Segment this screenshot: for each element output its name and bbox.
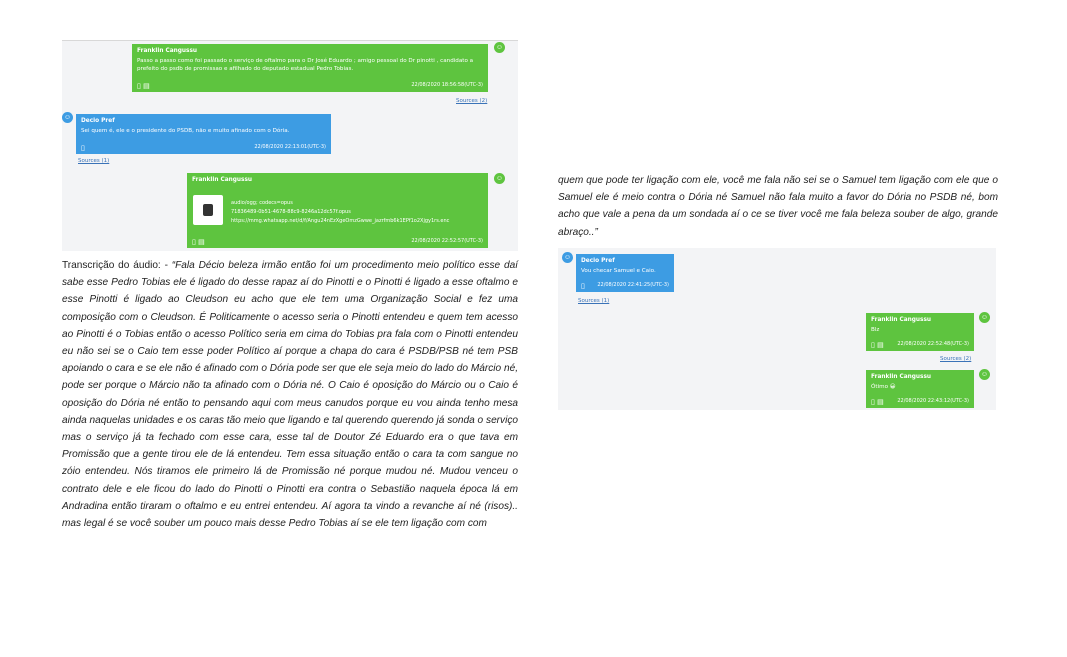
message-bubble-decio-2	[576, 254, 674, 292]
message-text: Vou checar Samuel e Caio.	[581, 268, 656, 274]
audio-mime: audio/ogg; codecs=opus	[231, 200, 293, 206]
person-icon: ☺	[563, 254, 572, 261]
transcript-label: Transcrição do áudio: -	[62, 260, 172, 271]
message-timestamp: 22/08/2020 22:52:57(UTC-3)	[411, 238, 483, 244]
sender-name: Franklin Cangussu	[192, 177, 253, 183]
message-timestamp: 22/08/2020 22:43:12(UTC-3)	[897, 398, 969, 404]
sender-name: Decio Pref	[81, 118, 115, 124]
person-icon: ☺	[495, 44, 504, 51]
attachment-icon: ▤	[877, 341, 884, 349]
message-bubble-franklin-2	[866, 313, 974, 351]
footer-icons	[871, 341, 884, 349]
phone-icon: ▯	[137, 82, 141, 90]
footer-icons	[581, 282, 585, 290]
sender-name: Franklin Cangussu	[871, 374, 932, 380]
message-text: Ótimo 😀	[871, 384, 896, 390]
message-bubble-franklin-1	[132, 44, 488, 92]
transcript-continuation: quem que pode ter ligação com ele, você me fala não sei se o Samuel tem ligação com ele que o Samuel ele é meio contra o Dória né Samuel não fala muito a favor do Dória no PSDB né, bom acho que vale a pena da um sondada aí o ce se tiver você me fala beleza souber de algo, grande abraço..”	[558, 175, 998, 238]
sources-link-4[interactable]: Sources (2)	[940, 356, 972, 362]
person-icon: ☺	[980, 371, 989, 378]
phone-icon: ▯	[192, 238, 196, 246]
sources-link-2[interactable]: Sources (1)	[78, 158, 110, 164]
message-text: Passo a passo como foi passado o serviço de oftalmo para o Dr José Eduardo ; amigo pessoal do Dr pinotti , candidato a prefeito do psdb de promissao e afilhado do deputado estadual Pedro Tobias.	[137, 58, 474, 72]
attachment-icon: ▤	[877, 398, 884, 406]
person-icon: ☺	[63, 114, 72, 121]
phone-icon: ▯	[581, 282, 585, 290]
message-timestamp: 22/08/2020 22:13:01(UTC-3)	[254, 144, 326, 150]
person-icon: ☺	[980, 314, 989, 321]
sources-link-3[interactable]: Sources (1)	[578, 298, 610, 304]
audio-transcript	[62, 257, 518, 532]
message-timestamp: 22/08/2020 18:56:58(UTC-3)	[411, 82, 483, 88]
footer-icons	[192, 238, 205, 246]
transcript-body: “Fala Décio beleza irmão então foi um procedimento meio político esse daí sabe esse Pedro Tobias ele é ligado do desse rapaz aí do Pinotti e o Pinotti é ligado a esse oftalmo e esse Pinotti é ligado ao Cleudson eu acho que ele tem uma Organização Social e fez uma composição com o Cleudson. É Politicamente o acesso seria o Pinotti entendeu e quem tem acesso ao Pinotti é o Tobias então o acesso Político seria em cima do Tobias pra fala com o Pinotti entendeu eu não sei se o Caio tem esse poder Político aí porque a chapa do cara é PSDB/PSB né tem PSB apoiando o cara e se ele não é afinado com o Dória pode ser que ele seja meio do lado do Márcio né, pode ser porque o Márcio não ta afinado com o Dória né. O Caio é oposição do Márcio ou o Caio é oposição do Dória né então to pensando aqui com meus canudos porque eu vou ainda tenho mesa ainda naquelas unidades e os caras tão meio que ligando e tal querendo querendo já sonda o serviço mas o serviço já ta fechado com esse cara, esse tal de Doutor Zé Eduardo era o que tava em Promissão que a gente tirou ele de lá entendeu. Tem essa situação então o cara ta com sangue no zóio entendeu. Nós tiramos ele primeiro lá de Promissão né porque mudou né. Mudou venceu o contrato dele e ele ficou do lado do Pinotti o Pinotti era contra o Sebastião naquela época lá em Andradina então tiraram o oftalmo e eu entrei entendeu. Aí agora ta vindo a revanche aí né (risos).. mas legal é se você souber um pouco mais desse Pedro Tobias aí se ele tem ligação com com	[62, 260, 518, 530]
message-bubble-franklin-audio	[187, 173, 488, 248]
phone-icon: ▯	[81, 144, 85, 152]
message-bubble-franklin-3	[866, 370, 974, 408]
phone-icon: ▯	[871, 398, 875, 406]
audio-file-icon[interactable]	[193, 195, 223, 225]
audio-details	[231, 199, 449, 226]
message-bubble-decio-1	[76, 114, 331, 154]
phone-icon: ▯	[871, 341, 875, 349]
panel-top-border	[62, 40, 518, 41]
audio-filename: 71836489-0b51-4678-88c9-8246a12dc57f.opus	[231, 209, 351, 215]
message-timestamp: 22/08/2020 22:41:25(UTC-3)	[597, 282, 669, 288]
sources-link-1[interactable]: Sources (2)	[456, 98, 488, 104]
audio-url[interactable]: https://mmg.whatsapp.net/d/f/Angu24nEzXgeOmzGwwe_jazrfmb6k1EPf1o2Xjgy1rs.enc	[231, 218, 450, 224]
message-text: Blz	[871, 327, 880, 333]
sender-name: Franklin Cangussu	[871, 317, 932, 323]
attachment-icon: ▤	[143, 82, 150, 90]
footer-icons	[137, 82, 150, 90]
person-icon: ☺	[495, 175, 504, 182]
sender-name: Decio Pref	[581, 258, 615, 264]
message-text: Sei quem é, ele e o presidente do PSDB, não e muito afinado com o Dória.	[81, 128, 290, 134]
sender-name: Franklin Cangussu	[137, 48, 198, 54]
footer-icons	[81, 144, 85, 152]
attachment-icon: ▤	[198, 238, 205, 246]
footer-icons	[871, 398, 884, 406]
message-timestamp: 22/08/2020 22:52:48(UTC-3)	[897, 341, 969, 347]
